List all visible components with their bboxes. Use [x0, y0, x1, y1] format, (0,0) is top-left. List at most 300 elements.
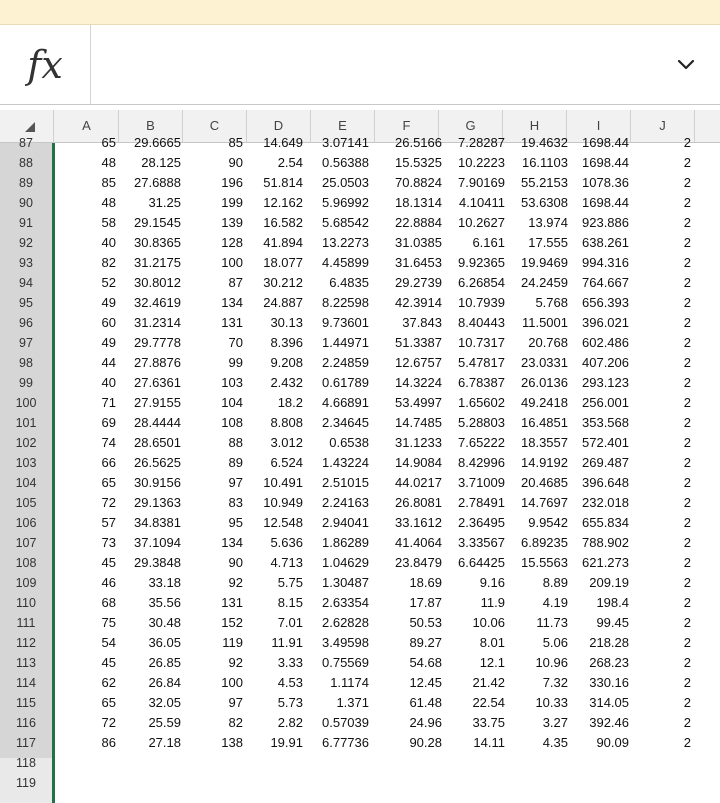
- cell-f[interactable]: 50.53: [409, 615, 442, 630]
- cell-i[interactable]: 396.021: [582, 315, 629, 330]
- cell-a[interactable]: 49: [101, 295, 116, 310]
- formula-input[interactable]: [92, 25, 652, 104]
- cell-b[interactable]: 27.18: [148, 735, 181, 750]
- cell-j[interactable]: 2: [683, 635, 691, 650]
- cell-d[interactable]: 5.75: [277, 575, 303, 590]
- cell-h[interactable]: 7.32: [542, 675, 568, 690]
- cell-i[interactable]: 621.273: [582, 555, 629, 570]
- cell-d[interactable]: 2.82: [277, 715, 303, 730]
- cell-h[interactable]: 14.9192: [521, 455, 568, 470]
- cell-c[interactable]: 92: [228, 655, 243, 670]
- cell-e[interactable]: 4.45899: [322, 255, 369, 270]
- cell-j[interactable]: [631, 753, 691, 773]
- cell-e[interactable]: 1.43224: [322, 455, 369, 470]
- cell-i[interactable]: 994.316: [582, 255, 629, 270]
- cell-b[interactable]: 26.85: [148, 655, 181, 670]
- cell-h[interactable]: 3.27: [542, 715, 568, 730]
- cell-h[interactable]: 18.3557: [521, 435, 568, 450]
- cell-d[interactable]: 12.162: [263, 195, 303, 210]
- cell-i[interactable]: 1698.44: [582, 195, 629, 210]
- cell-i[interactable]: 198.4: [596, 595, 629, 610]
- cell-b[interactable]: 29.6665: [134, 135, 181, 150]
- cell-i[interactable]: 396.648: [582, 475, 629, 490]
- cell-j[interactable]: 2: [683, 695, 691, 710]
- cell-h[interactable]: 4.19: [542, 595, 568, 610]
- cell-h[interactable]: 11.73: [536, 615, 568, 630]
- cell-i[interactable]: 923.886: [582, 215, 629, 230]
- cell-h[interactable]: [508, 753, 568, 773]
- cell-a[interactable]: 62: [101, 675, 116, 690]
- cell-i[interactable]: 602.486: [582, 335, 629, 350]
- cell-b[interactable]: 30.48: [148, 615, 181, 630]
- cell-h[interactable]: 5.768: [535, 295, 568, 310]
- cell-a[interactable]: 44: [101, 355, 116, 370]
- cell-d[interactable]: 8.15: [277, 595, 303, 610]
- column-header-h[interactable]: H: [503, 110, 567, 142]
- cell-b[interactable]: 37.1094: [134, 535, 181, 550]
- cell-d[interactable]: 2.54: [277, 155, 303, 170]
- cell-a[interactable]: 65: [101, 475, 116, 490]
- cell-f[interactable]: 24.96: [409, 715, 442, 730]
- cell-j[interactable]: 2: [683, 735, 691, 750]
- cell-f[interactable]: 42.3914: [395, 295, 442, 310]
- row-header[interactable]: 99: [19, 376, 33, 390]
- cell-b[interactable]: 27.6888: [134, 175, 181, 190]
- cell-c[interactable]: 128: [221, 235, 243, 250]
- cell-f[interactable]: 18.1314: [395, 195, 442, 210]
- cell-a[interactable]: 72: [101, 715, 116, 730]
- cell-i[interactable]: 90.09: [596, 735, 629, 750]
- cell-d[interactable]: 4.713: [270, 555, 303, 570]
- cell-g[interactable]: 8.42996: [458, 455, 505, 470]
- column-header-c[interactable]: C: [183, 110, 247, 142]
- cell-b[interactable]: 32.05: [148, 695, 181, 710]
- cell-j[interactable]: 2: [683, 375, 691, 390]
- cell-h[interactable]: 16.1103: [521, 155, 568, 170]
- cell-d[interactable]: 9.208: [270, 355, 303, 370]
- cell-a[interactable]: 65: [101, 695, 116, 710]
- cell-j[interactable]: 2: [683, 315, 691, 330]
- cell-a[interactable]: 69: [101, 415, 116, 430]
- cell-e[interactable]: 0.61789: [322, 375, 369, 390]
- cell-e[interactable]: 0.6538: [329, 435, 369, 450]
- cell-f[interactable]: 14.7485: [395, 415, 442, 430]
- cell-d[interactable]: 18.077: [263, 255, 303, 270]
- cell-c[interactable]: 196: [221, 175, 243, 190]
- cell-b[interactable]: 27.6361: [134, 375, 181, 390]
- cell-h[interactable]: 20.768: [528, 335, 568, 350]
- cell-g[interactable]: 6.161: [472, 235, 505, 250]
- cell-c[interactable]: 134: [221, 295, 243, 310]
- cell-g[interactable]: 12.1: [479, 655, 505, 670]
- cell-e[interactable]: 13.2273: [322, 235, 369, 250]
- cell-j[interactable]: 2: [683, 615, 691, 630]
- cell-e[interactable]: 1.30487: [322, 575, 369, 590]
- cell-h[interactable]: 10.33: [535, 695, 568, 710]
- cell-e[interactable]: 2.94041: [322, 515, 369, 530]
- cell-i[interactable]: 330.16: [589, 675, 629, 690]
- cell-d[interactable]: 41.894: [263, 235, 303, 250]
- cell-c[interactable]: 108: [221, 415, 243, 430]
- cell-c[interactable]: 83: [228, 495, 243, 510]
- cell-e[interactable]: 1.1174: [330, 675, 369, 690]
- cell-i[interactable]: 407.206: [582, 355, 629, 370]
- cell-h[interactable]: 8.89: [542, 575, 568, 590]
- cell-c[interactable]: 95: [228, 515, 243, 530]
- cell-b[interactable]: 31.25: [148, 195, 181, 210]
- cell-g[interactable]: 3.71009: [458, 475, 505, 490]
- cell-g[interactable]: 1.65602: [458, 395, 505, 410]
- cell-d[interactable]: 3.012: [270, 435, 303, 450]
- cell-b[interactable]: 31.2314: [134, 315, 181, 330]
- cell-f[interactable]: 23.8479: [395, 555, 442, 570]
- cell-j[interactable]: 2: [683, 335, 691, 350]
- cell-f[interactable]: 22.8884: [395, 215, 442, 230]
- row-header[interactable]: 96: [19, 316, 33, 330]
- cell-c[interactable]: 90: [228, 555, 243, 570]
- cell-a[interactable]: 60: [101, 315, 116, 330]
- cell-f[interactable]: 51.3387: [395, 335, 442, 350]
- cell-i[interactable]: 788.902: [582, 535, 629, 550]
- cell-b[interactable]: 26.5625: [134, 455, 181, 470]
- cell-d[interactable]: 24.887: [263, 295, 303, 310]
- cell-h[interactable]: 19.9469: [521, 255, 568, 270]
- cell-g[interactable]: 10.2223: [458, 155, 505, 170]
- cell-e[interactable]: 5.96992: [322, 195, 369, 210]
- cell-g[interactable]: 8.01: [479, 635, 505, 650]
- cell-a[interactable]: 71: [101, 395, 116, 410]
- cell-c[interactable]: 92: [228, 575, 243, 590]
- cell-d[interactable]: 2.432: [270, 375, 303, 390]
- cell-b[interactable]: [121, 773, 181, 793]
- cell-d[interactable]: 4.53: [277, 675, 303, 690]
- cell-b[interactable]: 29.7778: [134, 335, 181, 350]
- cell-c[interactable]: 104: [221, 395, 243, 410]
- cell-g[interactable]: 21.42: [472, 675, 505, 690]
- cell-j[interactable]: 2: [683, 715, 691, 730]
- cell-b[interactable]: 32.4619: [134, 295, 181, 310]
- cell-e[interactable]: 25.0503: [322, 175, 369, 190]
- row-header[interactable]: 113: [16, 656, 36, 670]
- cell-f[interactable]: 53.4997: [395, 395, 442, 410]
- cell-d[interactable]: 8.808: [270, 415, 303, 430]
- cell-f[interactable]: 31.0385: [395, 235, 442, 250]
- cell-a[interactable]: 68: [101, 595, 116, 610]
- cell-g[interactable]: [445, 773, 505, 793]
- cell-f[interactable]: 31.6453: [395, 255, 442, 270]
- cell-i[interactable]: 1078.36: [582, 175, 629, 190]
- row-header[interactable]: 109: [15, 576, 37, 590]
- cell-c[interactable]: 85: [228, 135, 243, 150]
- function-icon[interactable]: [0, 25, 91, 104]
- row-header[interactable]: 93: [19, 256, 33, 270]
- cell-g[interactable]: 6.26854: [458, 275, 505, 290]
- cell-f[interactable]: 44.0217: [395, 475, 442, 490]
- cell-g[interactable]: 5.28803: [458, 415, 505, 430]
- cell-c[interactable]: 100: [221, 255, 243, 270]
- cell-h[interactable]: 6.89235: [521, 535, 568, 550]
- cell-f[interactable]: 12.45: [409, 675, 442, 690]
- row-header[interactable]: 94: [19, 276, 33, 290]
- cell-g[interactable]: 9.16: [479, 575, 505, 590]
- cell-h[interactable]: 55.2153: [521, 175, 568, 190]
- cell-i[interactable]: 1698.44: [582, 135, 629, 150]
- cell-e[interactable]: 6.4835: [329, 275, 369, 290]
- cell-d[interactable]: 12.548: [263, 515, 303, 530]
- cell-g[interactable]: 7.90169: [458, 175, 505, 190]
- row-header[interactable]: 116: [16, 716, 36, 730]
- cell-d[interactable]: 8.396: [270, 335, 303, 350]
- cell-g[interactable]: [445, 753, 505, 773]
- cell-f[interactable]: 14.3224: [395, 375, 442, 390]
- row-header[interactable]: 103: [15, 456, 37, 470]
- cell-j[interactable]: [631, 773, 691, 793]
- cell-d[interactable]: 6.524: [270, 455, 303, 470]
- cell-f[interactable]: 15.5325: [395, 155, 442, 170]
- cell-c[interactable]: 199: [221, 195, 243, 210]
- row-header[interactable]: 97: [19, 336, 33, 350]
- cell-a[interactable]: [56, 753, 116, 773]
- cell-c[interactable]: 139: [221, 215, 243, 230]
- cell-d[interactable]: 10.949: [263, 495, 303, 510]
- cell-a[interactable]: 73: [101, 535, 116, 550]
- cell-d[interactable]: 19.91: [270, 735, 303, 750]
- cell-e[interactable]: 2.34645: [322, 415, 369, 430]
- cell-e[interactable]: 4.66891: [322, 395, 369, 410]
- cell-b[interactable]: 31.2175: [134, 255, 181, 270]
- cell-b[interactable]: 30.8365: [134, 235, 181, 250]
- cell-h[interactable]: 9.9542: [528, 515, 568, 530]
- cell-d[interactable]: 3.33: [277, 655, 303, 670]
- row-header[interactable]: 104: [15, 476, 37, 490]
- cell-j[interactable]: 2: [683, 275, 691, 290]
- cell-d[interactable]: 30.13: [270, 315, 303, 330]
- cell-c[interactable]: 97: [228, 475, 243, 490]
- row-header[interactable]: 114: [16, 676, 36, 690]
- cell-b[interactable]: 30.8012: [134, 275, 181, 290]
- row-header[interactable]: 107: [15, 536, 37, 550]
- row-header[interactable]: 111: [16, 616, 36, 630]
- cell-j[interactable]: 2: [683, 575, 691, 590]
- cell-h[interactable]: 10.96: [535, 655, 568, 670]
- cell-e[interactable]: 1.86289: [322, 535, 369, 550]
- cell-a[interactable]: 52: [101, 275, 116, 290]
- cell-b[interactable]: 36.05: [148, 635, 181, 650]
- cell-j[interactable]: 2: [683, 495, 691, 510]
- cell-i[interactable]: 572.401: [582, 435, 629, 450]
- cell-h[interactable]: 23.0331: [521, 355, 568, 370]
- cell-a[interactable]: 86: [101, 735, 116, 750]
- column-header-g[interactable]: G: [439, 110, 503, 142]
- cell-a[interactable]: 72: [101, 495, 116, 510]
- cell-j[interactable]: 2: [683, 455, 691, 470]
- cell-j[interactable]: 2: [683, 155, 691, 170]
- cell-d[interactable]: 14.649: [263, 135, 303, 150]
- cell-h[interactable]: 4.35: [542, 735, 568, 750]
- cell-c[interactable]: 97: [228, 695, 243, 710]
- cell-a[interactable]: [56, 773, 116, 793]
- cell-c[interactable]: 87: [228, 275, 243, 290]
- cell-d[interactable]: 5.636: [270, 535, 303, 550]
- row-header[interactable]: 108: [15, 556, 37, 570]
- cell-c[interactable]: 100: [221, 675, 243, 690]
- column-header-e[interactable]: E: [311, 110, 375, 142]
- cell-h[interactable]: 5.06: [542, 635, 568, 650]
- cell-b[interactable]: 33.18: [148, 575, 181, 590]
- cell-a[interactable]: 48: [101, 155, 116, 170]
- cell-h[interactable]: 20.4685: [521, 475, 568, 490]
- cell-e[interactable]: 1.44971: [322, 335, 369, 350]
- cell-g[interactable]: 10.06: [472, 615, 505, 630]
- row-header[interactable]: 118: [16, 756, 36, 770]
- cell-b[interactable]: [121, 753, 181, 773]
- cell-g[interactable]: 5.47817: [458, 355, 505, 370]
- cell-i[interactable]: 99.45: [596, 615, 629, 630]
- cell-h[interactable]: 14.7697: [521, 495, 568, 510]
- row-header[interactable]: 95: [19, 296, 33, 310]
- cell-d[interactable]: [243, 753, 303, 773]
- row-header[interactable]: 88: [19, 156, 33, 170]
- cell-g[interactable]: 9.92365: [458, 255, 505, 270]
- column-header-a[interactable]: A: [55, 110, 119, 142]
- cell-j[interactable]: 2: [683, 175, 691, 190]
- cell-f[interactable]: [382, 753, 442, 773]
- cell-j[interactable]: 2: [683, 355, 691, 370]
- cell-f[interactable]: 33.1612: [395, 515, 442, 530]
- cell-h[interactable]: 19.4632: [521, 135, 568, 150]
- cell-a[interactable]: 85: [101, 175, 116, 190]
- cell-i[interactable]: 353.568: [582, 415, 629, 430]
- cell-e[interactable]: [309, 773, 369, 793]
- cell-j[interactable]: 2: [683, 535, 691, 550]
- cell-a[interactable]: 75: [101, 615, 116, 630]
- cell-c[interactable]: 82: [228, 715, 243, 730]
- cell-a[interactable]: 65: [101, 135, 116, 150]
- row-header[interactable]: 110: [16, 596, 36, 610]
- cell-a[interactable]: 82: [101, 255, 116, 270]
- cell-j[interactable]: 2: [683, 595, 691, 610]
- cell-i[interactable]: 269.487: [582, 455, 629, 470]
- cell-c[interactable]: 99: [228, 355, 243, 370]
- cell-c[interactable]: 103: [221, 375, 243, 390]
- cell-b[interactable]: 29.1363: [134, 495, 181, 510]
- cell-c[interactable]: 134: [221, 535, 243, 550]
- cell-g[interactable]: 11.9: [480, 595, 505, 610]
- cell-f[interactable]: 70.8824: [395, 175, 442, 190]
- cell-j[interactable]: 2: [683, 415, 691, 430]
- cell-i[interactable]: [569, 773, 629, 793]
- cell-j[interactable]: 2: [683, 195, 691, 210]
- cell-j[interactable]: 2: [683, 515, 691, 530]
- cell-f[interactable]: 41.4064: [395, 535, 442, 550]
- column-header-f[interactable]: F: [375, 110, 439, 142]
- cell-f[interactable]: 26.5166: [395, 135, 442, 150]
- row-header[interactable]: 102: [15, 436, 37, 450]
- cell-g[interactable]: 3.33567: [458, 535, 505, 550]
- cell-c[interactable]: 70: [228, 335, 243, 350]
- cell-g[interactable]: 33.75: [472, 715, 505, 730]
- cell-f[interactable]: 90.28: [409, 735, 442, 750]
- cell-h[interactable]: 24.2459: [521, 275, 568, 290]
- cell-j[interactable]: 2: [683, 675, 691, 690]
- cell-b[interactable]: 29.1545: [134, 215, 181, 230]
- cell-e[interactable]: 3.49598: [322, 635, 369, 650]
- cell-b[interactable]: 28.125: [141, 155, 181, 170]
- column-header-b[interactable]: B: [119, 110, 183, 142]
- row-header[interactable]: 91: [19, 216, 33, 230]
- cell-c[interactable]: 119: [222, 635, 243, 650]
- cell-j[interactable]: 2: [683, 255, 691, 270]
- cell-f[interactable]: [382, 773, 442, 793]
- cell-c[interactable]: 88: [228, 435, 243, 450]
- cell-i[interactable]: 256.001: [582, 395, 629, 410]
- cell-e[interactable]: 1.371: [336, 695, 369, 710]
- cell-g[interactable]: 7.28287: [458, 135, 505, 150]
- cell-b[interactable]: 26.84: [148, 675, 181, 690]
- cell-j[interactable]: 2: [683, 655, 691, 670]
- row-header[interactable]: 115: [16, 696, 36, 710]
- cell-h[interactable]: 16.4851: [521, 415, 568, 430]
- cell-i[interactable]: 232.018: [582, 495, 629, 510]
- cell-e[interactable]: [309, 753, 369, 773]
- cell-h[interactable]: 13.974: [528, 215, 568, 230]
- cell-i[interactable]: 293.123: [582, 375, 629, 390]
- cell-h[interactable]: [508, 773, 568, 793]
- cell-j[interactable]: 2: [683, 555, 691, 570]
- cell-e[interactable]: 6.77736: [322, 735, 369, 750]
- cell-b[interactable]: 27.8876: [134, 355, 181, 370]
- cell-j[interactable]: 2: [683, 215, 691, 230]
- cell-f[interactable]: 29.2739: [395, 275, 442, 290]
- row-header[interactable]: 117: [16, 736, 36, 750]
- cell-g[interactable]: 4.10411: [458, 195, 505, 210]
- cell-f[interactable]: 18.69: [409, 575, 442, 590]
- cell-f[interactable]: 31.1233: [395, 435, 442, 450]
- cell-e[interactable]: 2.63354: [322, 595, 369, 610]
- cell-b[interactable]: 34.8381: [134, 515, 181, 530]
- cell-a[interactable]: 54: [101, 635, 116, 650]
- row-header[interactable]: 105: [15, 496, 37, 510]
- cell-i[interactable]: 764.667: [582, 275, 629, 290]
- cell-f[interactable]: 37.843: [402, 315, 442, 330]
- cell-e[interactable]: 0.57039: [322, 715, 369, 730]
- cell-d[interactable]: 10.491: [263, 475, 303, 490]
- cell-i[interactable]: 655.834: [582, 515, 629, 530]
- cell-e[interactable]: 0.56388: [322, 155, 369, 170]
- column-header-i[interactable]: I: [567, 110, 631, 142]
- cell-a[interactable]: 46: [101, 575, 116, 590]
- cell-a[interactable]: 66: [101, 455, 116, 470]
- cell-i[interactable]: 268.23: [589, 655, 629, 670]
- cell-d[interactable]: 7.01: [277, 615, 303, 630]
- cell-f[interactable]: 61.48: [409, 695, 442, 710]
- row-header[interactable]: 101: [15, 416, 37, 430]
- cell-j[interactable]: 2: [683, 435, 691, 450]
- cell-i[interactable]: 1698.44: [582, 155, 629, 170]
- cell-c[interactable]: 131: [221, 315, 243, 330]
- cell-c[interactable]: 131: [221, 595, 243, 610]
- cell-i[interactable]: 392.46: [589, 715, 629, 730]
- cell-g[interactable]: 10.7939: [458, 295, 505, 310]
- chevron-down-icon[interactable]: [674, 53, 698, 77]
- cell-b[interactable]: 35.56: [148, 595, 181, 610]
- cell-e[interactable]: 2.24163: [322, 495, 369, 510]
- cell-h[interactable]: 53.6308: [521, 195, 568, 210]
- row-header[interactable]: 98: [19, 356, 33, 370]
- cell-j[interactable]: 2: [683, 295, 691, 310]
- cell-c[interactable]: [183, 753, 243, 773]
- row-header[interactable]: 92: [19, 236, 33, 250]
